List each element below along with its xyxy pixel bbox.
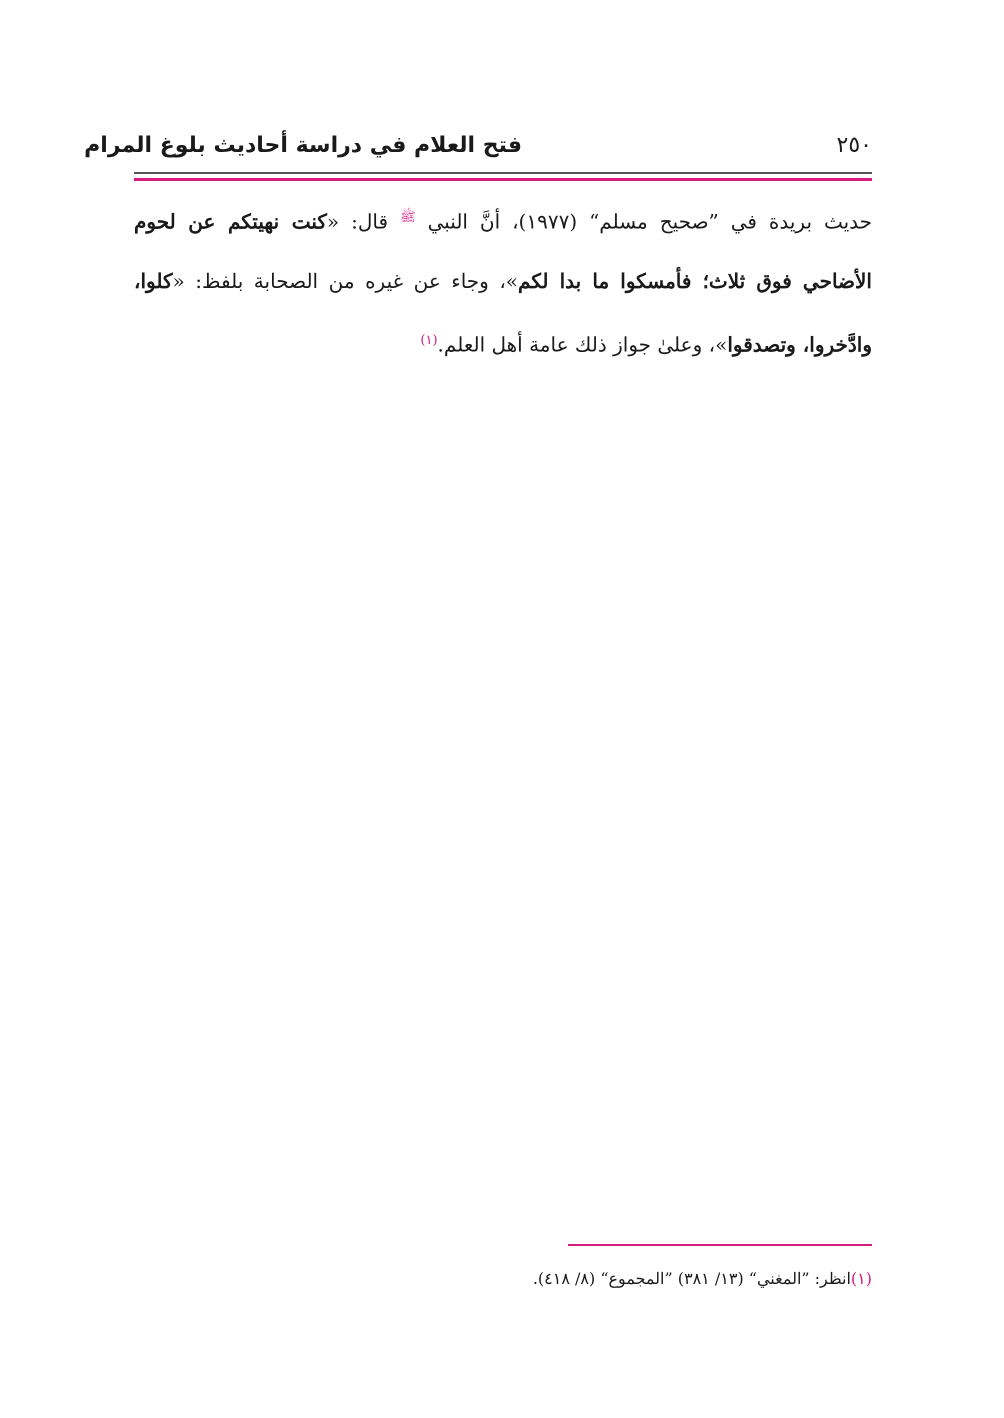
book-title: فتح العلام في دراسة أحاديث بلوغ المرام <box>84 133 522 158</box>
header-rule <box>134 172 872 174</box>
footnote-rule <box>568 1244 872 1246</box>
honorific-symbol: ﷺ <box>399 210 416 225</box>
text-segment: حديث بريدة في ”صحيح مسلم“ (١٩٧٧)، أنَّ النبي <box>415 209 873 234</box>
page-number: ٢٥٠ <box>836 133 872 158</box>
paragraph <box>134 188 872 374</box>
hadith-quote: كنت نهيتكم عن لحوم الأضاحي فوق ثلاث؛ فأمسكوا ما بدا لكم <box>134 209 872 293</box>
footnote-number: (١) <box>850 1269 872 1288</box>
footnote <box>134 1264 872 1294</box>
header-accent-rule <box>134 178 872 181</box>
text-segment: »، وعلىٰ جواز ذلك عامة أهل العلم. <box>437 332 728 357</box>
footnote-reference[interactable]: (١) <box>420 332 438 348</box>
text-segment: قال: « <box>326 209 400 234</box>
hadith-quote: كلوا، وادَّخروا، وتصدقوا <box>134 268 872 357</box>
running-header <box>84 128 872 164</box>
footnote-text: انظر: ”المغني“ (١٣/ ٣٨١) ”المجموع“ (٨/ ٤١٨). <box>532 1269 851 1288</box>
main-text <box>134 188 872 374</box>
text-segment: »، وجاء عن غيره من الصحابة بلفظ: « <box>172 268 519 293</box>
